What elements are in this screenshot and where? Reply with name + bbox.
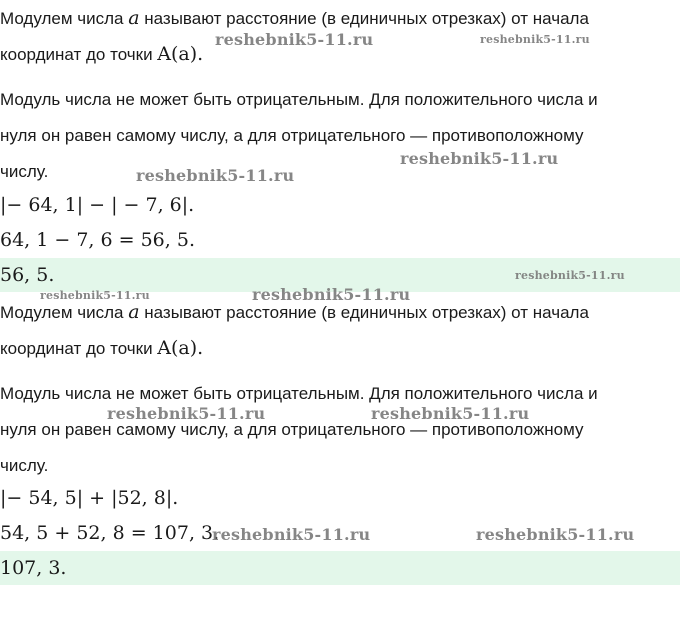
rule-line-1: Модуль числа не может быть отрицательным. Для положительного числа и	[0, 90, 598, 109]
definition-text: Модулем числа	[0, 303, 129, 322]
variable-a: a	[128, 301, 140, 323]
watermark: reshebnik5-11.ru	[212, 525, 371, 544]
definition-text: координат до точки	[0, 45, 158, 64]
watermark: reshebnik5-11.ru	[40, 289, 150, 302]
definition-line-2	[0, 338, 203, 359]
watermark: reshebnik5-11.ru	[371, 404, 530, 423]
rule-line-2: нуля он равен самому числу, а для отрицательного — противоположному	[0, 420, 584, 439]
answer-box	[0, 551, 680, 585]
watermark: reshebnik5-11.ru	[136, 166, 295, 185]
watermark: reshebnik5-11.ru	[476, 525, 635, 544]
watermark: reshebnik5-11.ru	[400, 149, 559, 168]
rule-line-2: нуля он равен самому числу, а для отрицательного — противоположному	[0, 126, 584, 145]
definition-line-1	[0, 302, 589, 323]
point-notation: A(a).	[157, 43, 204, 65]
variable-a: a	[128, 7, 140, 29]
watermark: reshebnik5-11.ru	[515, 269, 625, 282]
rule-line-3: числу.	[0, 162, 49, 181]
definition-line-1	[0, 8, 589, 29]
definition-text-cont: называют расстояние (в единичных отрезках) от начала	[139, 303, 589, 322]
computation: 54, 5 + 52, 8 = 107, 3.	[0, 522, 220, 544]
point-notation: A(a).	[157, 337, 204, 359]
rule-line-1: Модуль числа не может быть отрицательным. Для положительного числа и	[0, 384, 598, 403]
watermark: reshebnik5-11.ru	[215, 30, 374, 49]
definition-line-2	[0, 44, 203, 65]
watermark: reshebnik5-11.ru	[252, 285, 411, 304]
definition-text: Модулем числа	[0, 9, 129, 28]
definition-text-cont: называют расстояние (в единичных отрезках) от начала	[139, 9, 589, 28]
expression: |− 54, 5| + |52, 8|.	[0, 487, 179, 509]
answer: 107, 3.	[0, 557, 67, 579]
watermark: reshebnik5-11.ru	[480, 33, 590, 46]
expression: |− 64, 1| − | − 7, 6|.	[0, 194, 195, 216]
answer: 56, 5.	[0, 264, 55, 286]
definition-text: координат до точки	[0, 339, 158, 358]
rule-line-3: числу.	[0, 456, 49, 475]
watermark: reshebnik5-11.ru	[107, 404, 266, 423]
computation: 64, 1 − 7, 6 = 56, 5.	[0, 229, 195, 251]
